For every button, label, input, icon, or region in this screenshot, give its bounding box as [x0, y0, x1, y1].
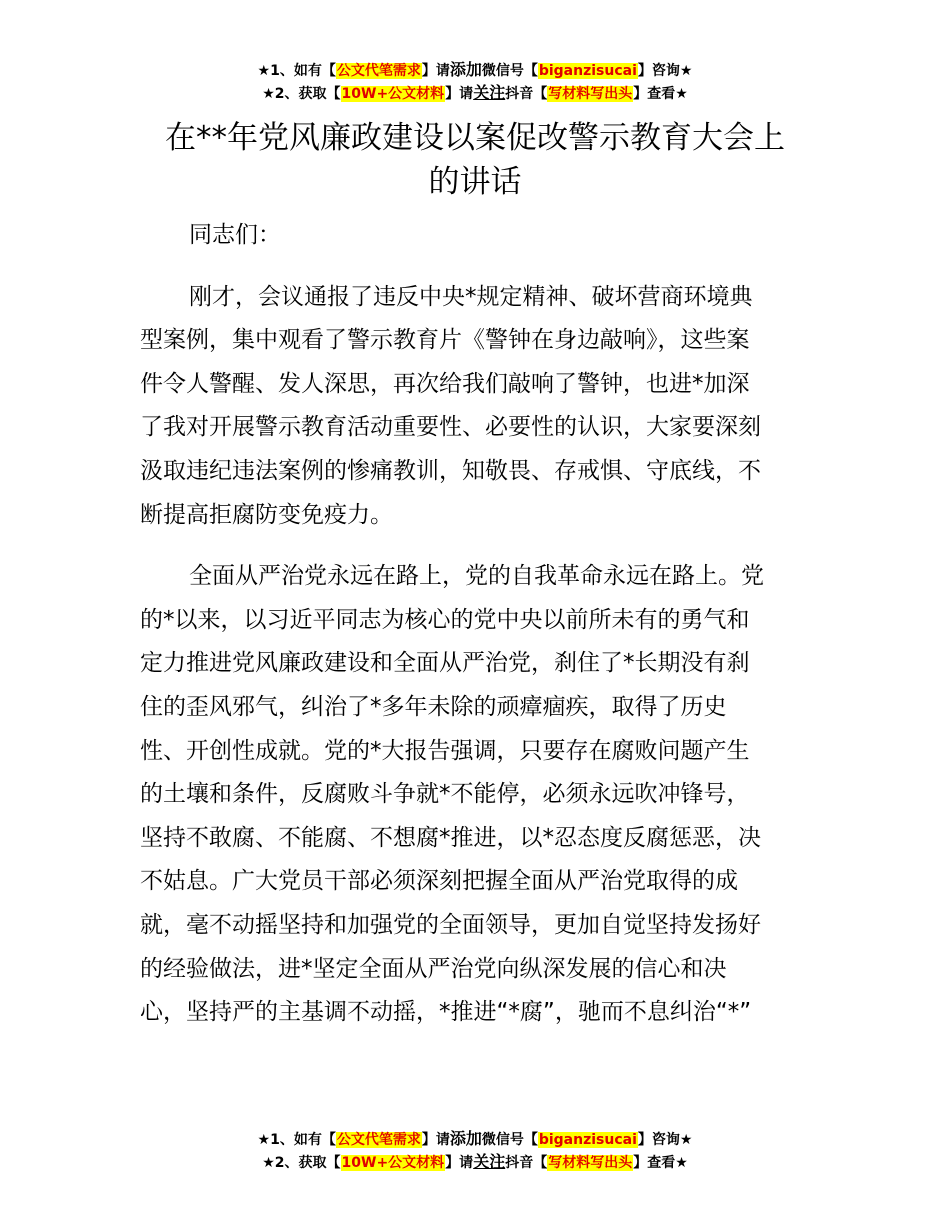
- highlight-materials: 10W+公文材料: [341, 86, 445, 102]
- text-line: 不姑息。广大党员干部必须深刻把握全面从严治党取得的成: [140, 868, 738, 895]
- salutation: 同志们：: [189, 222, 281, 248]
- text-line: 断提高拒腐防变免疫力。: [140, 501, 393, 528]
- document-title: [140, 116, 810, 204]
- highlight-wechat-id: biganzisucai: [538, 63, 637, 79]
- banner-line-1: ★1、如有【公文代笔需求】请添加微信号【biganzisucai】咨询★: [257, 1129, 693, 1148]
- title-line: 在**年党风廉政建设以案促改警示教育大会上: [165, 120, 785, 156]
- highlight-douyin: 写材料写出头: [548, 86, 633, 102]
- text-line: 就，毫不动摇坚持和加强党的全面领导，更加自觉坚持发扬好: [140, 911, 761, 938]
- text-line: 刚才，会议通报了违反中央*规定精神、破坏营商环境典: [189, 283, 753, 310]
- text-line: 全面从严治党永远在路上，党的自我革命永远在路上。党: [189, 563, 764, 590]
- text-line: 的土壤和条件，反腐败斗争就*不能停，必须永远吹冲锋号，: [140, 781, 750, 808]
- paragraph-2: [140, 555, 810, 1035]
- title-line: 的讲话: [428, 164, 522, 200]
- banner-line-2: ★2、获取【10W+公文材料】请关注抖音【写材料写出头】查看★: [262, 83, 688, 102]
- highlight-service: 公文代笔需求: [336, 63, 421, 79]
- text-line: 的*以来，以习近平同志为核心的党中央以前所未有的勇气和: [140, 606, 750, 633]
- document-body: [140, 214, 810, 1035]
- highlight-service: 公文代笔需求: [336, 1132, 421, 1148]
- text-line: 住的歪风邪气，纠治了*多年未除的顽瘴痼疾，取得了历史: [140, 693, 727, 720]
- header-banner: [0, 59, 950, 105]
- text-line: 坚持不敢腐、不能腐、不想腐*推进，以*忍态度反腐惩恶，决: [140, 824, 761, 851]
- text-line: 型案例，集中观看了警示教育片《警钟在身边敲响》，这些案: [140, 327, 750, 354]
- banner-line-1: ★1、如有【公文代笔需求】请添加微信号【biganzisucai】咨询★: [257, 60, 693, 79]
- banner-line-2: ★2、获取【10W+公文材料】请关注抖音【写材料写出头】查看★: [262, 1152, 688, 1171]
- highlight-materials: 10W+公文材料: [341, 1155, 445, 1171]
- text-line: 件令人警醒、发人深思，再次给我们敲响了警钟，也进*加深: [140, 370, 750, 397]
- text-line: 的经验做法，进*坚定全面从严治党向纵深发展的信心和决: [140, 955, 727, 982]
- text-line: 汲取违纪违法案例的惨痛教训，知敬畏、存戒惧、守底线，不: [140, 457, 761, 484]
- highlight-wechat-id: biganzisucai: [538, 1132, 637, 1148]
- text-line: 心，坚持严的主基调不动摇，*推进“*腐”，驰而不息纠治“*”: [140, 999, 752, 1026]
- paragraph-1: [140, 276, 810, 538]
- text-line: 性、开创性成就。党的*大报告强调，只要存在腐败问题产生: [140, 737, 750, 764]
- text-line: 了我对开展警示教育活动重要性、必要性的认识，大家要深刻: [140, 414, 761, 441]
- text-line: 定力推进党风廉政建设和全面从严治党，刹住了*长期没有刹: [140, 650, 750, 677]
- highlight-douyin: 写材料写出头: [548, 1155, 633, 1171]
- footer-banner: [0, 1128, 950, 1174]
